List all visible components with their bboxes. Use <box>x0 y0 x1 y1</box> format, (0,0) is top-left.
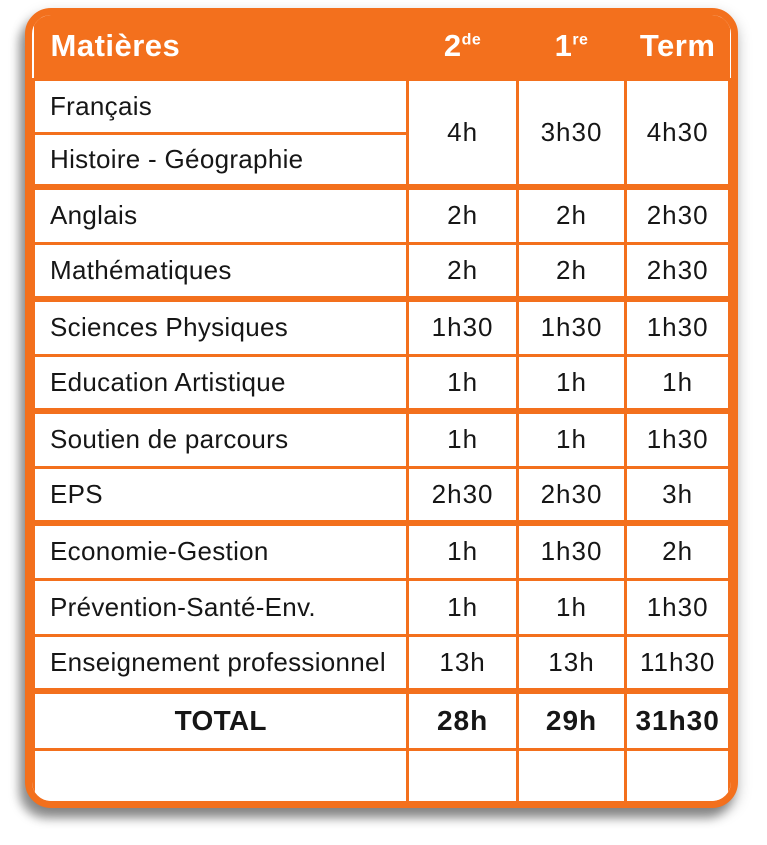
hours-cell-term: 1h30 <box>626 411 730 467</box>
subject-cell: Education Artistique <box>34 355 408 411</box>
hours-cell-2de: 2h <box>408 187 517 243</box>
hours-schedule-card <box>25 8 738 808</box>
header-2de-sup: de <box>461 31 482 49</box>
hours-cell-1re: 13h <box>517 635 626 691</box>
hours-cell-2de: 1h <box>408 411 517 467</box>
header-subjects <box>34 15 408 79</box>
hours-cell-1re: 1h30 <box>517 523 626 579</box>
hours-cell-2de: 4h <box>408 79 517 187</box>
header-term <box>626 15 730 79</box>
subject-cell: Economie-Gestion <box>34 523 408 579</box>
hours-cell-term: 11h30 <box>626 635 730 691</box>
table-row-mathematiques <box>34 243 730 299</box>
header-1re-sup: re <box>572 31 589 49</box>
header-2de-base: 2 <box>443 28 462 64</box>
hours-cell-2de: 1h <box>408 579 517 635</box>
hours-cell-term: 2h30 <box>626 187 730 243</box>
hours-cell-1re: 1h <box>517 579 626 635</box>
table-row-education-artistique <box>34 355 730 411</box>
subject-cell: Soutien de parcours <box>34 411 408 467</box>
table-row-prevention-sante-env <box>34 579 730 635</box>
table-row-total <box>34 691 730 749</box>
header-row <box>34 15 730 79</box>
hours-cell-1re: 1h <box>517 411 626 467</box>
table-row-anglais <box>34 187 730 243</box>
subject-cell: Sciences Physiques <box>34 299 408 355</box>
hours-cell-1re: 2h <box>517 243 626 299</box>
hours-cell-1re: 3h30 <box>517 79 626 187</box>
hours-cell-term: 4h30 <box>626 79 730 187</box>
table-row-francais <box>34 79 730 133</box>
hours-cell-2de: 1h <box>408 523 517 579</box>
total-hours-2de: 28h <box>408 691 517 749</box>
header-1re <box>517 15 626 79</box>
filler-cell <box>626 749 730 801</box>
filler-cell <box>408 749 517 801</box>
hours-cell-2de: 1h <box>408 355 517 411</box>
hours-cell-term: 2h <box>626 523 730 579</box>
hours-cell-term: 3h <box>626 467 730 523</box>
subject-cell: Prévention-Santé-Env. <box>34 579 408 635</box>
subject-cell: Enseignement professionnel <box>34 635 408 691</box>
header-term-label: Term <box>639 28 716 64</box>
hours-cell-1re: 1h30 <box>517 299 626 355</box>
table-row-enseignement-professionnel <box>34 635 730 691</box>
subject-cell: EPS <box>34 467 408 523</box>
subject-cell: Mathématiques <box>34 243 408 299</box>
hours-cell-2de: 2h <box>408 243 517 299</box>
header-subjects-label: Matières <box>50 28 181 64</box>
hours-cell-1re: 2h <box>517 187 626 243</box>
subject-cell: Anglais <box>34 187 408 243</box>
subject-cell: Histoire - Géographie <box>34 133 408 187</box>
subject-cell: Français <box>34 79 408 133</box>
table-row-eps <box>34 467 730 523</box>
header-1re-base: 1 <box>554 28 573 64</box>
filler-cell <box>517 749 626 801</box>
table-row-economie-gestion <box>34 523 730 579</box>
hours-cell-2de: 1h30 <box>408 299 517 355</box>
hours-cell-term: 2h30 <box>626 243 730 299</box>
hours-cell-1re: 2h30 <box>517 467 626 523</box>
hours-cell-term: 1h30 <box>626 299 730 355</box>
hours-table <box>32 15 731 801</box>
total-hours-1re: 29h <box>517 691 626 749</box>
hours-cell-2de: 2h30 <box>408 467 517 523</box>
total-hours-term: 31h30 <box>626 691 730 749</box>
filler-cell <box>34 749 408 801</box>
header-2de <box>408 15 517 79</box>
hours-cell-2de: 13h <box>408 635 517 691</box>
hours-cell-term: 1h30 <box>626 579 730 635</box>
table-row-soutien-de-parcours <box>34 411 730 467</box>
total-label: TOTAL <box>34 691 408 749</box>
table-filler-row <box>34 749 730 801</box>
table-row-sciences-physiques <box>34 299 730 355</box>
hours-cell-1re: 1h <box>517 355 626 411</box>
hours-cell-term: 1h <box>626 355 730 411</box>
